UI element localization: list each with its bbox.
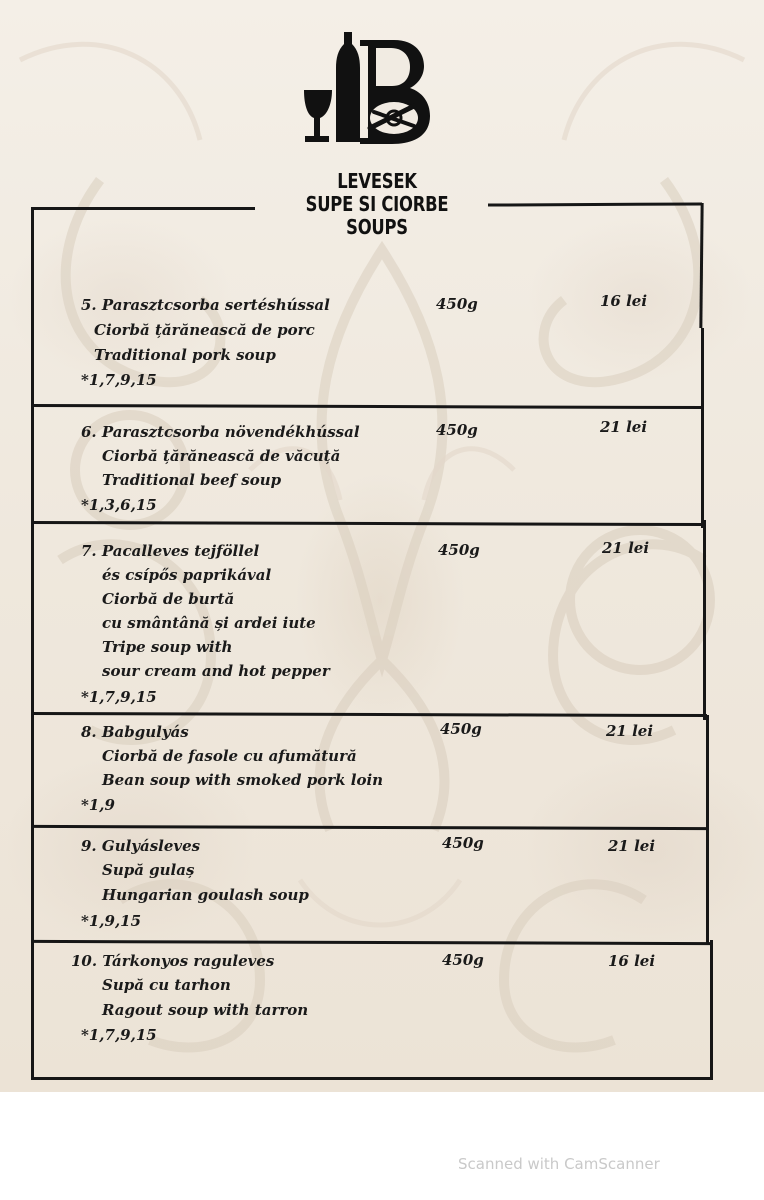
heading-hu: LEVESEK (337, 169, 417, 193)
item-weight: 450g (442, 951, 484, 969)
item-name-hu: 10. Tárkonyos raguleves (71, 952, 275, 970)
frame-left (31, 207, 34, 1080)
item-price: 21 lei (602, 539, 650, 557)
item-name-hu: és csípős paprikával (102, 566, 272, 584)
item-name-hu: 9. Gulyásleves (81, 837, 201, 855)
menu-heading (283, 170, 472, 239)
item-weight: 450g (436, 421, 478, 439)
frame-top-left (31, 207, 255, 210)
frame-right (710, 940, 713, 1080)
item-name-ro: Supă cu tarhon (102, 976, 231, 994)
item-name-en: Tripe soup with (102, 638, 233, 656)
item-name-ro: Ciorbă țărănească de porc (94, 321, 315, 339)
item-weight: 450g (442, 834, 484, 852)
item-name-ro: Ciorbă de fasole cu afumătură (102, 747, 357, 765)
item-price: 21 lei (608, 837, 656, 855)
item-name-en: Traditional beef soup (102, 471, 282, 489)
item-name-ro: Ciorbă țărănească de văcuță (102, 447, 341, 465)
scanner-watermark: Scanned with CamScanner (458, 1155, 660, 1173)
item-weight: 450g (440, 720, 482, 738)
item-price: 21 lei (600, 418, 648, 436)
item-name-en: Ragout soup with tarron (102, 1001, 309, 1019)
item-allergens: *1,7,9,15 (81, 1026, 157, 1044)
item-weight: 450g (436, 295, 478, 313)
item-price: 16 lei (600, 292, 648, 310)
frame-right (701, 328, 704, 528)
item-name-ro: Supă gulaș (102, 861, 195, 879)
item-name-ro: cu smântână și ardei iute (102, 614, 316, 632)
item-name-en: Traditional pork soup (94, 346, 276, 364)
item-name-hu: 5. Parasztcsorba sertéshússal (81, 296, 330, 314)
item-allergens: *1,7,9,15 (81, 371, 157, 389)
heading-ro: SUPE SI CIORBE (305, 192, 449, 216)
item-name-en: sour cream and hot pepper (102, 662, 330, 680)
item-weight: 450g (438, 541, 480, 559)
item-name-ro: Ciorbă de burtă (102, 590, 235, 608)
item-name-hu: 7. Pacalleves tejföllel (81, 542, 260, 560)
heading-en: SOUPS (346, 215, 408, 239)
item-price: 21 lei (606, 722, 654, 740)
item-allergens: *1,7,9,15 (81, 688, 157, 706)
item-allergens: *1,9,15 (81, 912, 142, 930)
frame-bottom (31, 1077, 713, 1080)
restaurant-logo (300, 28, 430, 146)
item-name-hu: 6. Parasztcsorba növendékhússal (81, 423, 360, 441)
item-allergens: *1,3,6,15 (81, 496, 157, 514)
item-name-en: Hungarian goulash soup (102, 886, 309, 904)
item-allergens: *1,9 (81, 796, 115, 814)
item-name-hu: 8. Babgulyás (81, 723, 189, 741)
frame-right (703, 520, 706, 720)
item-name-en: Bean soup with smoked pork loin (102, 771, 384, 789)
item-price: 16 lei (608, 952, 656, 970)
